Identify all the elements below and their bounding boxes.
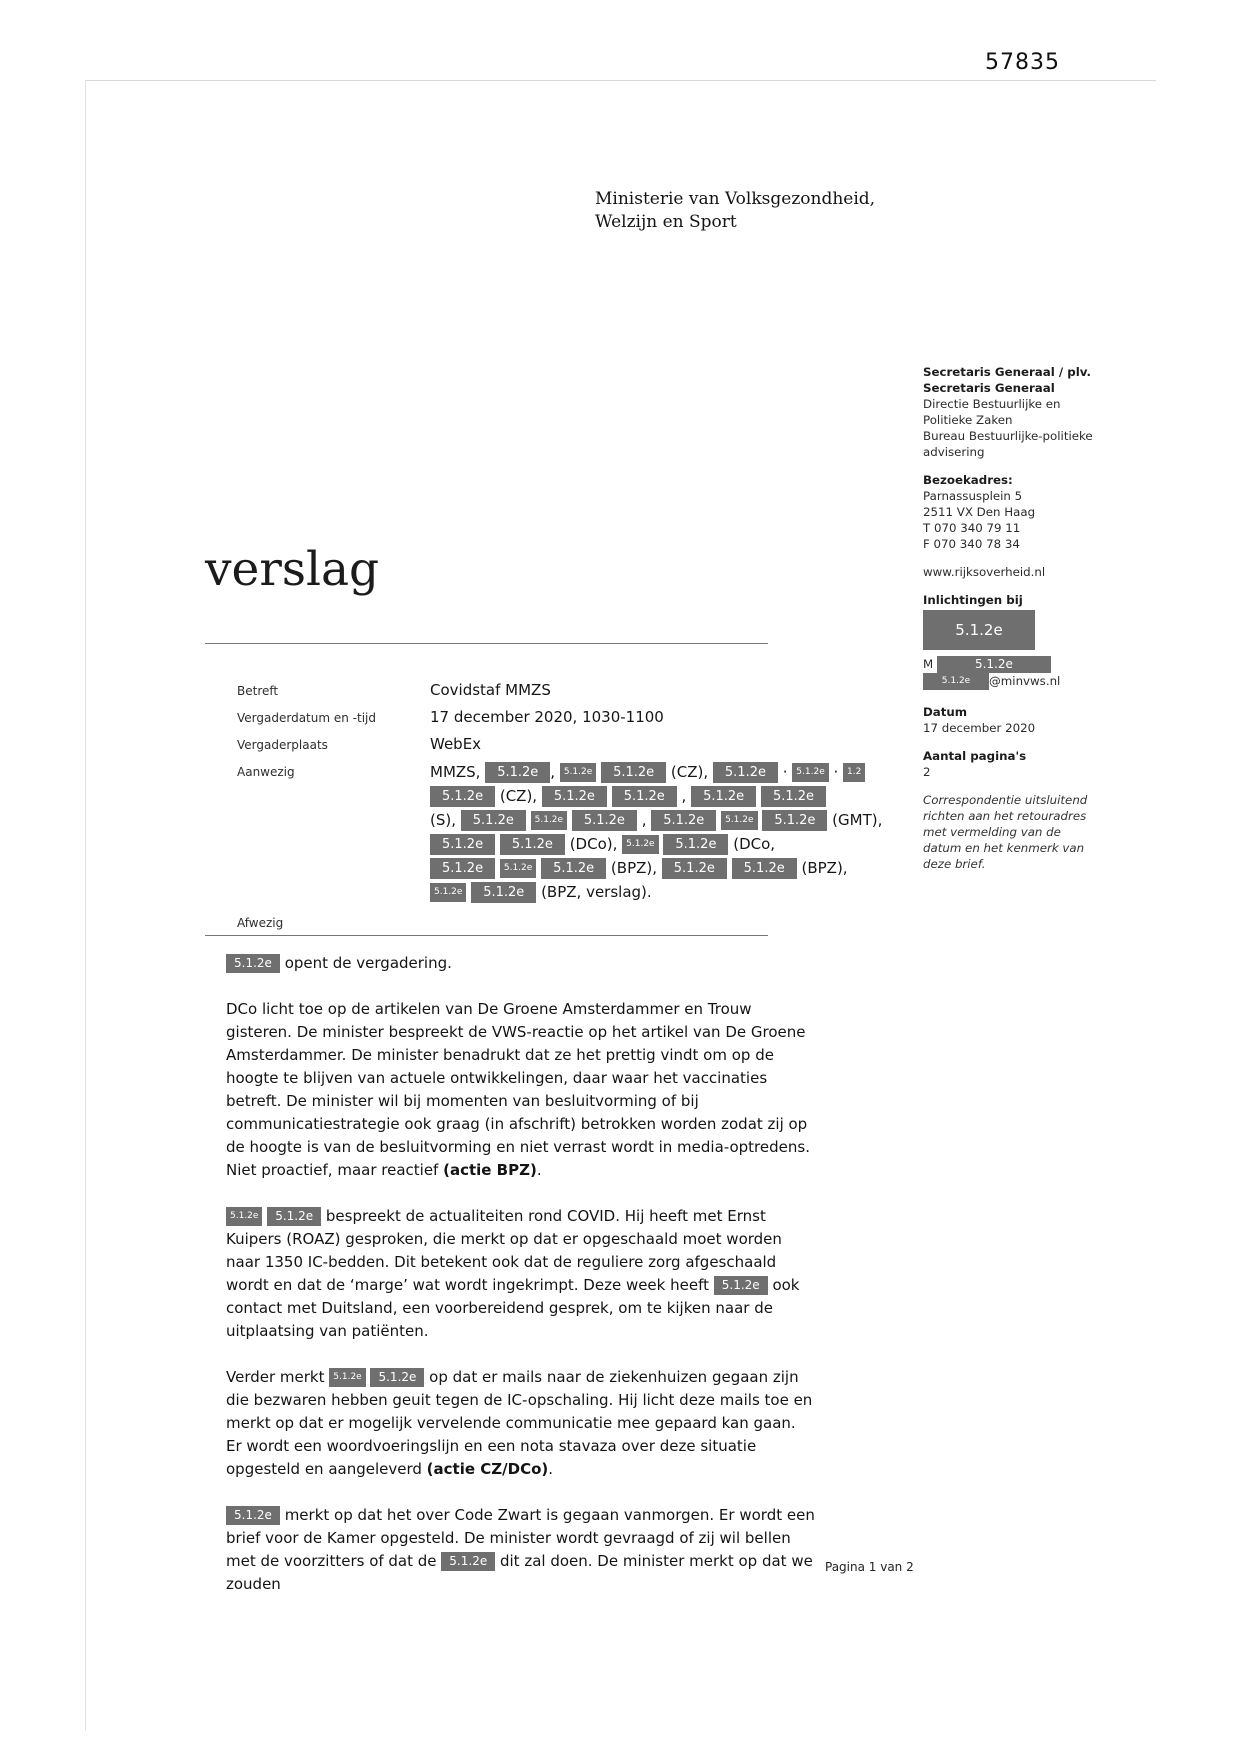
meta-label: Vergaderplaats [237,738,328,752]
org-line: Politieke Zaken [923,413,1013,427]
contact-label: Inlichtingen bij [923,593,1023,607]
ministry-name-line1: Ministerie van Volksgezondheid, [595,189,876,209]
org-line: advisering [923,445,985,459]
redaction-box: 5.1.2e [226,954,280,973]
redaction-box: 5.1.2e [612,786,677,807]
redaction-box: 5.1.2e [662,858,727,879]
text-run: (S), [430,811,461,829]
text-run: ook contact met Duitsland, een voorbereidend gesprek, om te kijken naar de uitplaatsing van patiënten. [226,1276,800,1340]
correspondence-note: Correspondentie uitsluitend richten aan het retouradres met vermelding van de datum en het kenmerk van deze brief. [923,793,1088,871]
redaction-box: 5.1.2e [329,1368,365,1387]
redaction-box: 5.1.2e [622,835,658,854]
redaction-box: 1.2 [843,763,865,782]
meta-label-aanwezig: Aanwezig [237,765,295,779]
fax-line: F 070 340 78 34 [923,537,1020,551]
page-count-block [923,748,1101,780]
meta-row-afwezig [237,913,812,930]
redaction-box: 5.1.2e [267,1207,321,1226]
org-bold-line: Secretaris Generaal / plv. [923,365,1091,379]
website-link[interactable]: www.rijksoverheid.nl [923,565,1046,579]
visit-address-line: 2511 VX Den Haag [923,505,1036,519]
text-run: , [636,811,652,829]
horizontal-rule-top [205,643,768,644]
redaction-box: 5.1.2e [541,858,606,879]
redaction-box: 5.1.2e [721,811,757,830]
org-bold-line: Secretaris Generaal [923,381,1055,395]
text-run: (BPZ, verslag). [536,883,652,901]
text-run: . [536,1161,542,1179]
page-indicator: Pagina 1 van 2 [825,1560,914,1574]
meeting-metadata [237,681,883,939]
text-run: (BPZ), [606,859,662,877]
attendance-line [430,880,882,904]
body-paragraph [226,952,816,975]
meta-value: Covidstaf MMZS [430,681,551,699]
org-line: Bureau Bestuurlijke-politieke [923,429,1093,443]
attendance-line [430,856,882,880]
mobile-prefix: M [923,657,934,671]
redaction-box: 5.1.2e [663,834,728,855]
redaction-box: 5.1.2e [572,810,637,831]
redaction-box: 5.1.2e [430,834,495,855]
meta-row-vergaderdatum [237,708,812,726]
body-paragraph [226,1366,816,1481]
bold-text-run: (actie CZ/DCo) [426,1460,549,1478]
date-block [923,704,1101,736]
text-run: bespreekt de actualiteiten rond COVID. Hij heeft met Ernst Kuipers (ROAZ) gesproken, die merkt op dat er opgeschaald moet worden naar 1350 IC-bedden. Dit betekent ook dat de reguliere zorg afgeschaald wordt en dat de ‘marge’ wat wordt ingekrimpt. Deze week heeft [226,1207,782,1294]
text-run: MMZS, [430,763,486,781]
text-run: · [777,763,793,781]
redaction-box: 5.1.2e [441,1552,495,1571]
attendance-line [430,808,882,832]
visit-address-label: Bezoekadres: [923,473,1013,487]
meta-row-betreft [237,681,812,699]
text-run: , [676,787,692,805]
redaction-box: 5.1.2e [560,763,596,782]
text-run: (DCo), [564,835,623,853]
attendance-line [430,760,882,784]
attendance-line [430,784,882,808]
redaction-box: 5.1.2e [471,882,536,903]
phone-line: T 070 340 79 11 [923,521,1021,535]
text-run: opent de vergadering. [279,954,452,972]
ministry-name-line2: Welzijn en Sport [595,212,737,232]
ministry-header [595,188,875,234]
meta-label: Vergaderdatum en -tijd [237,711,376,725]
email-line [923,673,1101,690]
redaction-box: 5.1.2e [461,810,526,831]
contact-block [923,592,1101,690]
text-run: DCo licht toe op de artikelen van De Groene Amsterdammer en Trouw gisteren. De minister bespreekt de VWS-reactie op het artikel van De Groene Amsterdammer. De minister benadrukt dat ze het prettig vindt om op de hoogte te blijven van actuele ontwikkelingen, daar waar het vaccinaties betreft. De minister wil bij momenten van besluitvorming of bij communicatiestrategie ook graag (in afschrift) betrokken worden zodat zij op de hoogte is van de besluitvorming en niet verrast wordt in media-optredens. Niet proactief, maar reactief [226,1000,810,1179]
redaction-box: 5.1.2e [542,786,607,807]
text-run: (CZ), [495,787,542,805]
text-run: (CZ), [666,763,713,781]
meta-value: 17 december 2020, 1030-1100 [430,708,664,726]
attendance-line [430,832,882,856]
date-value: 17 december 2020 [923,721,1036,735]
text-run: merkt op dat het over Code Zwart is gegaan vanmorgen. Er wordt een brief voor de Kamer opgesteld. De minister wordt gevraagd of zij wil bellen met de voorzitters of dat de [226,1506,815,1570]
meta-value: WebEx [430,735,482,753]
text-run: dit zal doen. De minister merkt op dat we zouden [226,1552,813,1593]
body-paragraph [226,998,816,1182]
redaction-box: 5.1.2e [430,858,495,879]
text-run: (GMT), [827,811,883,829]
redaction-box: 5.1.2e [762,810,827,831]
body-paragraph [226,1504,816,1596]
text-run: (BPZ), [796,859,848,877]
body-paragraphs [226,952,816,1619]
bold-text-run: (actie BPZ) [443,1161,537,1179]
page-count-value: 2 [923,765,931,779]
text-run: , [550,763,560,781]
redaction-box: 5.1.2e [500,859,536,878]
redaction-box: 5.1.2e [430,786,495,807]
redaction-box-email: 5.1.2e [923,673,989,690]
redaction-box: 5.1.2e [430,883,466,902]
horizontal-rule-body [205,935,768,936]
letterhead-sidebar [923,364,1101,872]
body-paragraph [226,1205,816,1343]
meta-row-aanwezig [237,762,883,904]
visit-address-block [923,472,1101,552]
redaction-box: 5.1.2e [601,762,666,783]
text-run: . [548,1460,554,1478]
text-run: · [828,763,844,781]
redaction-box: 5.1.2e [792,763,828,782]
redaction-box: 5.1.2e [691,786,756,807]
redaction-box: 5.1.2e [485,762,550,783]
meta-label: Betreft [237,684,279,698]
redaction-box: 5.1.2e [226,1506,280,1525]
text-run: Verder merkt [226,1368,330,1386]
mobile-line [923,656,1101,673]
redaction-box: 5.1.2e [500,834,565,855]
redaction-box: 5.1.2e [761,786,826,807]
redaction-box-contact-name: 5.1.2e [923,610,1035,650]
text-run: op dat er mails naar de ziekenhuizen gegaan zijn die bezwaren hebben geuit tegen de IC-opschaling. Hij licht deze mails toe en merkt op dat er mogelijk vervelende communicatie mee gepaard kan gaan. Er wordt een woordvoeringslijn en een nota stavaza over deze situatie opgesteld en aangeleverd [226,1368,813,1478]
redaction-box: 5.1.2e [732,858,797,879]
meta-row-vergaderplaats [237,735,812,753]
redaction-box: 5.1.2e [370,1368,424,1387]
meta-label-afwezig: Afwezig [237,916,284,930]
email-domain: @minvws.nl [989,674,1061,688]
page-title: verslag [205,542,380,597]
redaction-box: 5.1.2e [226,1207,262,1226]
visit-address-line: Parnassusplein 5 [923,489,1023,503]
redaction-box: 5.1.2e [713,762,778,783]
org-line: Directie Bestuurlijke en [923,397,1061,411]
org-block [923,364,1101,460]
redaction-box: 5.1.2e [714,1276,768,1295]
redaction-box: 5.1.2e [531,811,567,830]
text-run: (DCo, [728,835,776,853]
attendance-list [430,760,882,904]
date-label: Datum [923,705,968,719]
document-number: 57835 [985,50,1060,75]
page-count-label: Aantal pagina's [923,749,1027,763]
redaction-box-mobile: 5.1.2e [937,656,1051,673]
redaction-box: 5.1.2e [651,810,716,831]
